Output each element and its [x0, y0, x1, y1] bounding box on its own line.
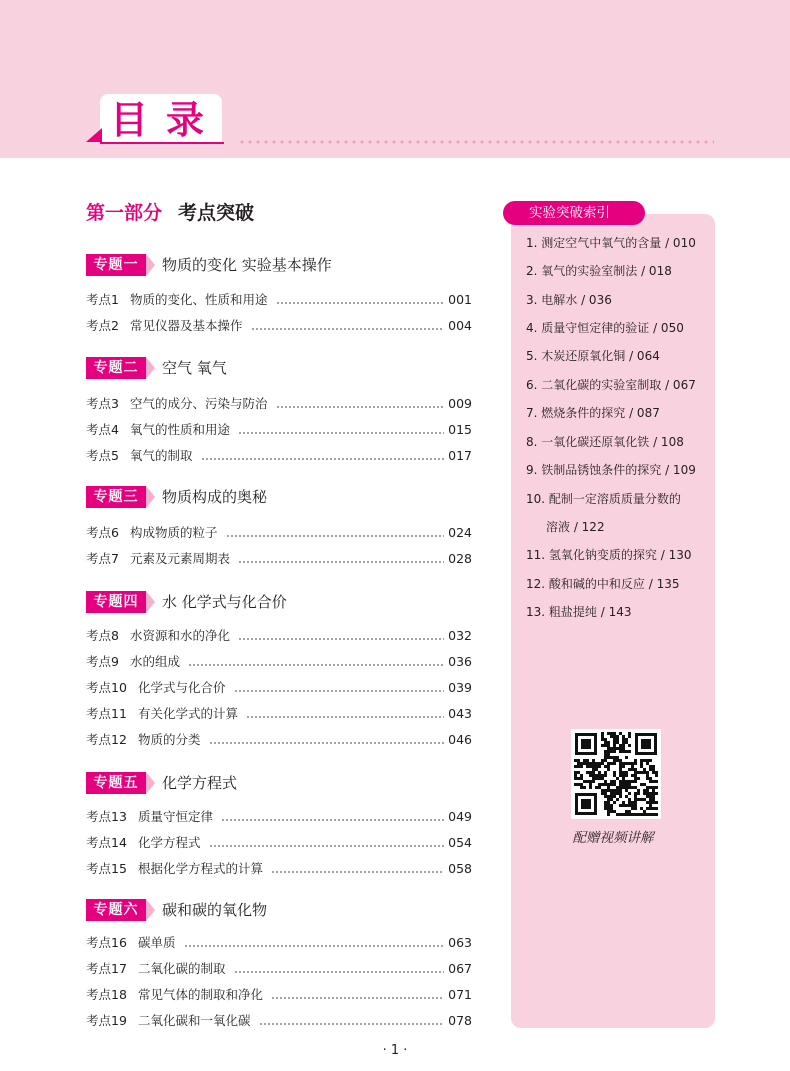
entry-page: 024 [448, 525, 472, 540]
entry-title: 常见仪器及基本操作 [130, 318, 243, 333]
entry-code: 考点12 [86, 732, 127, 747]
entry-page: 054 [448, 835, 472, 850]
entry-page: 049 [448, 809, 472, 824]
entry-code: 考点4 [86, 422, 119, 437]
entry-page: 067 [448, 961, 472, 976]
dot-leader [259, 1023, 445, 1025]
toc-entry[interactable] [86, 1011, 472, 1031]
entry-title: 二氧化碳和一氧化碳 [138, 1013, 251, 1028]
toc-entry[interactable] [86, 833, 472, 853]
entry-title: 常见气体的制取和净化 [138, 987, 264, 1002]
topic-badge: 专题二 [86, 357, 146, 379]
toc-entry[interactable] [86, 652, 472, 672]
experiment-index-item[interactable]: 11. 氢氧化钠变质的探究 / 130 [526, 548, 692, 562]
entry-title: 氧气的性质和用途 [130, 422, 231, 437]
entry-page: 009 [448, 396, 472, 411]
dotted-divider [238, 140, 714, 144]
dot-leader [234, 690, 445, 692]
entry-page: 043 [448, 706, 472, 721]
dot-leader [226, 535, 445, 537]
toc-entry[interactable] [86, 626, 472, 646]
toc-entry[interactable] [86, 446, 472, 466]
experiment-index-item[interactable]: 4. 质量守恒定律的验证 / 050 [526, 321, 684, 335]
entry-code: 考点8 [86, 628, 119, 643]
entry-code: 考点17 [86, 961, 127, 976]
entry-title: 水资源和水的净化 [130, 628, 231, 643]
experiment-index-item[interactable]: 7. 燃烧条件的探究 / 087 [526, 406, 660, 420]
topic-badge: 专题三 [86, 486, 146, 508]
entry-page: 046 [448, 732, 472, 747]
entry-code: 考点11 [86, 706, 127, 721]
toc-entry[interactable] [86, 678, 472, 698]
dot-leader [201, 458, 445, 460]
experiment-index-title: 实验突破索引 [503, 201, 645, 225]
topic-badge: 专题六 [86, 899, 146, 921]
entry-code: 考点1 [86, 292, 119, 307]
page-title: 目录 [110, 98, 223, 142]
toc-entry[interactable] [86, 807, 472, 827]
entry-page: 058 [448, 861, 472, 876]
topic-name: 物质构成的奥秘 [162, 488, 268, 506]
experiment-index-item[interactable]: 10. 配制一定溶质质量分数的 [526, 492, 681, 506]
entry-title: 物质的分类 [138, 732, 201, 747]
experiment-index-item[interactable]: 9. 铁制品锈蚀条件的探究 / 109 [526, 463, 696, 477]
topic-badge: 专题一 [86, 254, 146, 276]
dot-leader [234, 971, 445, 973]
entry-code: 考点7 [86, 551, 119, 566]
entry-title: 氧气的制取 [130, 448, 193, 463]
entry-page: 032 [448, 628, 472, 643]
entry-title: 空气的成分、污染与防治 [130, 396, 268, 411]
dot-leader [238, 432, 444, 434]
part-name: 考点突破 [178, 202, 255, 224]
topic-name: 碳和碳的氧化物 [162, 901, 268, 919]
dot-leader [251, 328, 445, 330]
entry-code: 考点15 [86, 861, 127, 876]
dot-leader [238, 561, 444, 563]
entry-code: 考点19 [86, 1013, 127, 1028]
entry-page: 001 [448, 292, 472, 307]
entry-page: 028 [448, 551, 472, 566]
entry-page: 039 [448, 680, 472, 695]
experiment-index-item-continued[interactable]: 溶液 / 122 [546, 520, 605, 534]
entry-title: 元素及元素周期表 [130, 551, 231, 566]
dot-leader [209, 742, 445, 744]
part-heading [86, 200, 254, 226]
entry-code: 考点6 [86, 525, 119, 540]
experiment-index-item[interactable]: 1. 测定空气中氧气的含量 / 010 [526, 236, 696, 250]
dot-leader [184, 945, 445, 947]
toc-entry[interactable] [86, 859, 472, 879]
toc-entry[interactable] [86, 704, 472, 724]
qr-code-graphic [571, 729, 661, 819]
dot-leader [246, 716, 444, 718]
entry-code: 考点2 [86, 318, 119, 333]
experiment-index-item[interactable]: 5. 木炭还原氧化铜 / 064 [526, 349, 660, 363]
topic-name: 水 化学式与化合价 [162, 593, 287, 611]
entry-page: 004 [448, 318, 472, 333]
entry-page: 078 [448, 1013, 472, 1028]
qr-caption: 配赠视频讲解 [572, 830, 654, 846]
title-tab-decoration [86, 128, 102, 142]
experiment-index-item[interactable]: 3. 电解水 / 036 [526, 293, 612, 307]
experiment-index-item[interactable]: 13. 粗盐提纯 / 143 [526, 605, 632, 619]
entry-page: 071 [448, 987, 472, 1002]
entry-page: 017 [448, 448, 472, 463]
toc-entry[interactable] [86, 959, 472, 979]
topic-name: 物质的变化 实验基本操作 [162, 256, 332, 274]
experiment-index-item[interactable]: 8. 一氧化碳还原氧化铁 / 108 [526, 435, 684, 449]
toc-entry[interactable] [86, 523, 472, 543]
dot-leader [271, 871, 444, 873]
dot-leader [271, 997, 444, 999]
toc-entry[interactable] [86, 985, 472, 1005]
dot-leader [209, 845, 445, 847]
entry-code: 考点16 [86, 935, 127, 950]
entry-title: 二氧化碳的制取 [138, 961, 226, 976]
page-number: · 1 · [382, 1043, 408, 1058]
entry-title: 质量守恒定律 [138, 809, 214, 824]
entry-title: 物质的变化、性质和用途 [130, 292, 268, 307]
entry-title: 水的组成 [130, 654, 181, 669]
toc-entry[interactable] [86, 316, 472, 336]
toc-entry[interactable] [86, 730, 472, 750]
dot-leader [238, 638, 444, 640]
entry-code: 考点14 [86, 835, 127, 850]
dot-leader [276, 406, 445, 408]
entry-title: 化学式与化合价 [138, 680, 226, 695]
dot-leader [221, 819, 444, 821]
dot-leader [188, 664, 444, 666]
toc-entry[interactable] [86, 394, 472, 414]
entry-code: 考点18 [86, 987, 127, 1002]
experiment-index-item[interactable]: 12. 酸和碱的中和反应 / 135 [526, 577, 680, 591]
entry-title: 有关化学式的计算 [138, 706, 239, 721]
entry-page: 015 [448, 422, 472, 437]
entry-code: 考点10 [86, 680, 127, 695]
entry-title: 碳单质 [138, 935, 176, 950]
entry-title: 化学方程式 [138, 835, 201, 850]
entry-title: 根据化学方程式的计算 [138, 861, 264, 876]
topic-badge: 专题五 [86, 772, 146, 794]
entry-code: 考点9 [86, 654, 119, 669]
experiment-index-item[interactable]: 6. 二氧化碳的实验室制取 / 067 [526, 378, 696, 392]
dot-leader [276, 302, 445, 304]
part-label: 第一部分 [86, 202, 163, 224]
experiment-index-item[interactable]: 2. 氧气的实验室制法 / 018 [526, 264, 672, 278]
toc-entry[interactable] [86, 420, 472, 440]
topic-name: 化学方程式 [162, 774, 238, 792]
entry-code: 考点5 [86, 448, 119, 463]
toc-entry[interactable] [86, 549, 472, 569]
toc-entry[interactable] [86, 290, 472, 310]
qr-code-icon[interactable] [571, 729, 661, 819]
topic-name: 空气 氧气 [162, 359, 227, 377]
entry-title: 构成物质的粒子 [130, 525, 218, 540]
entry-code: 考点3 [86, 396, 119, 411]
topic-badge: 专题四 [86, 591, 146, 613]
toc-entry[interactable] [86, 933, 472, 953]
entry-code: 考点13 [86, 809, 127, 824]
entry-page: 036 [448, 654, 472, 669]
entry-page: 063 [448, 935, 472, 950]
